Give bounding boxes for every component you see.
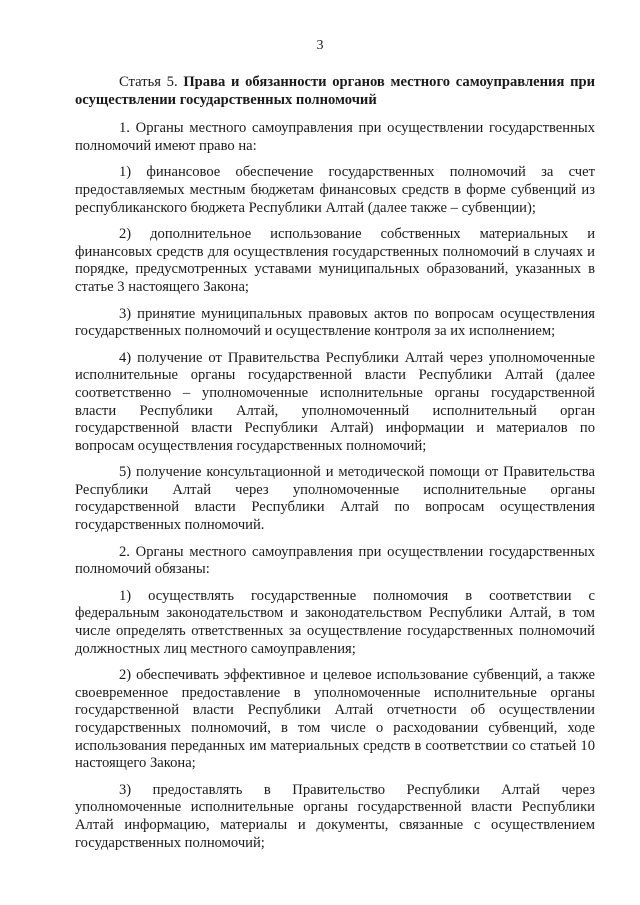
document-body [75,74,595,852]
paragraph: 3) предоставлять в Правительство Республики Алтай через уполномоченные исполнительные органы государственной власти Республики Алтай информацию, материалы и документы, связанные с осуществлением государственных полномочий; [75,781,595,851]
article-label: Статья 5. [119,74,178,90]
paragraph: 1) финансовое обеспечение государственных полномочий за счет предоставляемых местным бюджетам финансовых средств в форме субвенций из республиканского бюджета Республики Алтай (далее также – субвенции); [75,164,595,216]
paragraph: 1) осуществлять государственные полномочия в соответствии с федеральным законодательством и законодательством Республики Алтай, в том числе определять ответственных за осуществление государственных полномочий должностных лиц местного самоуправления; [75,587,595,657]
paragraph: 1. Органы местного самоуправления при осуществлении государственных полномочий имеют право на: [75,120,595,154]
article-title: Права и обязанности органов местного самоуправления при осуществлении государственных полномочий [75,74,596,108]
paragraph: 3) принятие муниципальных правовых актов по вопросам осуществления государственных полномочий и осуществление контроля за их исполнением; [75,305,595,340]
page-number: 3 [316,38,324,53]
paragraph: 4) получение от Правительства Республики Алтай через уполномоченные исполнительные органы государственной власти Республики Алтай (далее соответственно – уполномоченные исполнительные органы государственной власти Республики Алтай, уполномоченный исполнительный орган государственной власти Республики Алтай) информации и материалов по вопросам осуществления государственных полномочий; [75,349,595,454]
article-heading [75,74,595,109]
paragraph: 2) дополнительное использование собственных материальных и финансовых средств для осуществления государственных полномочий в случаях и порядке, предусмотренных уставами муниципальных образований, указанных в статье 3 настоящего Закона; [75,226,595,295]
paragraph: 5) получение консультационной и методической помощи от Правительства Республики Алтай через уполномоченные исполнительные органы государственной власти Республики Алтай по вопросам осуществления государственных полномочий. [75,464,595,534]
paragraph: 2. Органы местного самоуправления при осуществлении государственных полномочий обязаны: [75,543,595,578]
paragraph: 2) обеспечивать эффективное и целевое использование субвенций, а также своевременное предоставление в уполномоченные исполнительные органы государственной власти Республики Алтай отчетности об осуществлении государственных полномочий, в том числе о расходовании субвенций, ходе использования переданных им материальных средств в соответствии со статьей 10 настоящего Закона; [75,667,595,772]
